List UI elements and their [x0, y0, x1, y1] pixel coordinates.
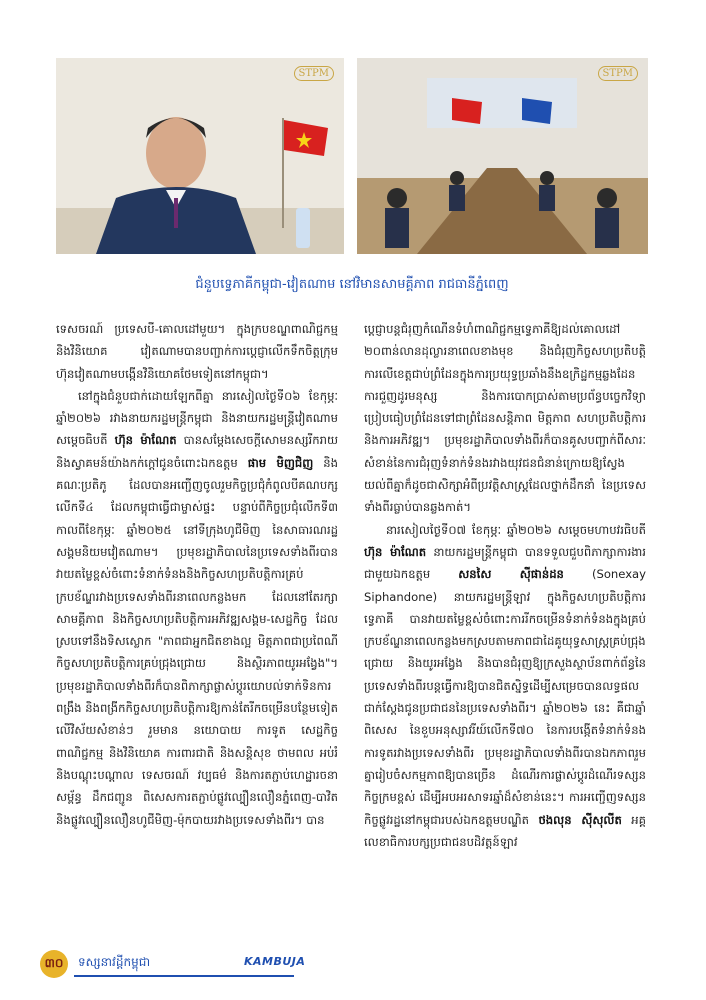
magazine-brand: KAMBUJA: [244, 955, 306, 968]
name-pham-minh-chinh: ផាម មិញជិញ: [247, 455, 314, 470]
photo-caption: ជំនួបទ្វេភាគីកម្ពុជា-វៀតណាម នៅវិមានសាមគ្គីភាព រាជធានីភ្នំពេញ: [195, 277, 509, 292]
name-sonexay: សនសៃ ស៊ីផាន់ដន: [458, 567, 564, 582]
photo-meeting-room-illustration: [357, 58, 648, 254]
photo-pm-vietnam-illustration: [56, 58, 344, 254]
right-p2-text-a: នារសៀលថ្ងៃទី០៧ ខែកុម្ភៈ ឆ្នាំ២០២៦ សម្តេចមហាបវរធិបតី: [386, 522, 646, 537]
watermark-right: STPM: [598, 66, 639, 81]
left-p2-text-c: និងគណៈប្រតិភូ ដែលបានអញ្ជើញចូលរួមកិច្ចប្រជុំកំពូលបីគណបក្សលើកទី៤ ដែលកម្ពុជាធ្វើជាម្ចាស់ផ្ទះ បន្ទាប់ពីកិច្ចប្រជុំលើកទី៣ កាលពីខែកុម្ភៈ ឆ្នាំ២០២៥ នៅទីក្រុងហូជីមិញ នៃសាធារណរដ្ឋសង្គមនិយមវៀតណាម។ ប្រមុខរដ្ឋាភិបាលនៃប្រទេសទាំងពីរបានវាយតម្លៃខ្ពស់ចំពោះទំនាក់ទំនងនិងកិច្ចសហប្រតិបត្តិការគ្រប់ក្របខ័ណ្ឌរវាងប្រទេសទាំងពីរនាពេលកន្លងមក ដែលនៅតែរក្សាសាមគ្គីភាព និងកិច្ចសហប្រតិបត្តិការអភិវឌ្ឍសង្គម-សេដ្ឋកិច្ច ដែលស្របទៅនឹងទិសស្លោក "ភាពជាអ្នកជិតខាងល្អ មិត្តភាពជាប្រពៃណី កិច្ចសហប្រតិបត្តិការគ្រប់ជ្រុងជ្រោយ និងស្ថិរភាពយូរអង្វែង"។ ប្រមុខរដ្ឋាភិបាលទាំងពីរក៏បានពិភាក្សាផ្លាស់ប្តូរយោបល់ទាក់ទិនការពង្រឹង និងពង្រីកកិច្ចសហប្រតិបត្តិការឱ្យកាន់តែរីកចម្រើនបន្ថែមទៀត លើវិស័យសំខាន់ៗ រួមមាន នយោបាយ ការទូត សេដ្ឋកិច្ច ពាណិជ្ជកម្ម និងវិនិយោគ ការពារជាតិ និងសន្តិសុខ ថាមពល អប់រំនិងបណ្តុះបណ្តាល ទេសចរណ៍ វប្បធម៌ និងការតភ្ជាប់ហេដ្ឋារចនាសម្ព័ន្ធ ដឹកជញ្ជូន ពិសេសការតភ្ជាប់ផ្លូវល្បឿនលឿនភ្នំពេញ-បាវិត និងផ្លូវល្បឿនលឿនហូជីមិញ-ម៉ុកបាយរវាងប្រទេសទាំងពីរ។ បាន: [56, 455, 339, 827]
page-number-badge: ៣០: [40, 950, 68, 978]
left-p2-text-b: បានសម្តែងសេចក្តីសោមនស្សរីករាយ និងស្វាគមន៍យ៉ាងកក់ក្តៅជូនចំពោះឯកឧត្តម: [56, 433, 338, 470]
name-hun-manet-2: ហ៊ុន ម៉ាណែត: [364, 544, 427, 559]
right-p2-text-d: អគ្គលេខាធិការបក្សប្រជាជនបដិវត្តន៍ឡាវ: [364, 812, 646, 849]
watermark-left: STPM: [294, 66, 335, 81]
left-paragraph-1: ទេសចរណ៍ ប្រទេសបី-គោលដៅមួយ។ ក្នុងក្របខណ្ឌពាណិជ្ជកម្ម និងវិនិយោគ វៀតណាមបានបញ្ជាក់ការប្តេជ្ញាលើកទឹកចិត្តក្រុមហ៊ុនវៀតណាមបង្កើនវិនិយោគថែមទៀតនៅកម្ពុជា។: [56, 322, 338, 381]
name-hun-manet: ហ៊ុន ម៉ាណែត: [114, 433, 177, 448]
left-p2-text-a: នៅក្នុងជំនួបជាក់ដោយឡែកពីគ្នា នារសៀលថ្ងៃទី០៦ ខែកុម្ភៈ ឆ្នាំ២០២៦ រវាងនាយករដ្ឋមន្ត្រីកម្ពុជា និងនាយករដ្ឋមន្ត្រីវៀតណាម សម្តេចធិបតី: [56, 388, 338, 448]
name-sonexay-latin: (Sonexay Siphandone): [364, 567, 647, 604]
magazine-title: ទស្សនាវដ្ដីកម្ពុជា: [78, 955, 151, 969]
right-paragraph-1: ប្តេជ្ញាបន្តជំរុញកំណើនទំហំពាណិជ្ជកម្មទ្វេភាគីឱ្យដល់គោលដៅ ២០ពាន់លានដុល្លារនាពេលខាងមុខ និងជំរុញកិច្ចសហប្រតិបត្តិការលើខេត្តជាប់ព្រំដែនក្នុងការប្រយុទ្ធប្រឆាំងនឹងឧក្រិដ្ឋកម្មឆ្លងដែន ការជួញដូរមនុស្ស និងការបោកប្រាស់តាមប្រព័ន្ធបច្ចេកវិទ្យា ប្រៀបធៀបព្រំដែនទៅជាព្រំដែនសន្តិភាព មិត្តភាព សហប្រតិបត្តិការ និងការអភិវឌ្ឍ។ ប្រមុខរដ្ឋាភិបាលទាំងពីរក៏បានគូសបញ្ជាក់ពីសារៈសំខាន់នៃការជំរុញទំនាក់ទំនងរវាងយុវជនជំនាន់ក្រោយឱ្យស្វែងយល់ពីគ្នាក៏ដូចជាសិក្សាអំពីប្រវត្តិសាស្ត្រដែលថ្នាក់ដឹកនាំ នៃប្រទេសទាំងពីរធ្លាប់បានឆ្លងកាត់។: [364, 322, 646, 515]
photo-meeting-room: [357, 58, 648, 254]
right-p2-text-b: នាយករដ្ឋមន្ត្រីកម្ពុជា បានទទួលជួបពិភាក្សាការងារជាមួយឯកឧត្តម: [364, 544, 646, 582]
article-left-column: [56, 318, 338, 831]
right-p2-text-c: នាយករដ្ឋមន្ត្រីឡាវ ក្នុងកិច្ចសហប្រតិបត្តិការទ្វេភាគី បានវាយតម្លៃខ្ពស់ចំពោះការរីកចម្រើនទំនាក់ទំនងក្នុងគ្រប់ក្របខ័ណ្ឌនាពេលកន្លងមកស្របតាមភាពជាដៃគូយុទ្ធសាស្ត្រគ្រប់ជ្រុងជ្រោយ និងយូរអង្វែង និងបានជំរុញឱ្យក្រសួងស្ថាប័នពាក់ព័ន្ធនៃប្រទេសទាំងពីរបន្តធ្វើការឱ្យបានជិតស្និទ្ធដើម្បីសម្រេចបានលទ្ធផលជាក់ស្តែងជូនប្រជាជននៃប្រទេសទាំងពីរ។ ឆ្នាំ២០២៦ នេះ គឺជាឆ្នាំពិសេស នៃខួបអនុស្សាវរីយ៍លើកទី៧០ នៃការបង្កើតទំនាក់ទំនងការទូតរវាងប្រទេសទាំងពីរ ប្រមុខរដ្ឋាភិបាលទាំងពីរបានឯកភាពរួមគ្នារៀបចំសកម្មភាពឱ្យបានច្រើន ដំណើរការផ្លាស់ប្តូរដំណើរទស្សនកិច្ចក្រមខ្ពស់ ដើម្បីអបអរសាទរឆ្នាំដ៏សំខាន់នេះ។ ការអញ្ជើញទស្សនកិច្ចផ្លូវរដ្ឋនៅកម្ពុជារបស់ឯកឧត្តមបណ្ឌិត: [364, 589, 646, 827]
photo-pm-vietnam: [56, 58, 344, 254]
article-right-column: [364, 318, 646, 853]
right-paragraph-2: [364, 519, 646, 853]
name-thongloun: ថងលុន ស៊ីសុលីត: [538, 812, 622, 827]
page-footer: [30, 948, 676, 980]
footer-divider: [74, 975, 294, 977]
left-paragraph-2: [56, 385, 338, 831]
